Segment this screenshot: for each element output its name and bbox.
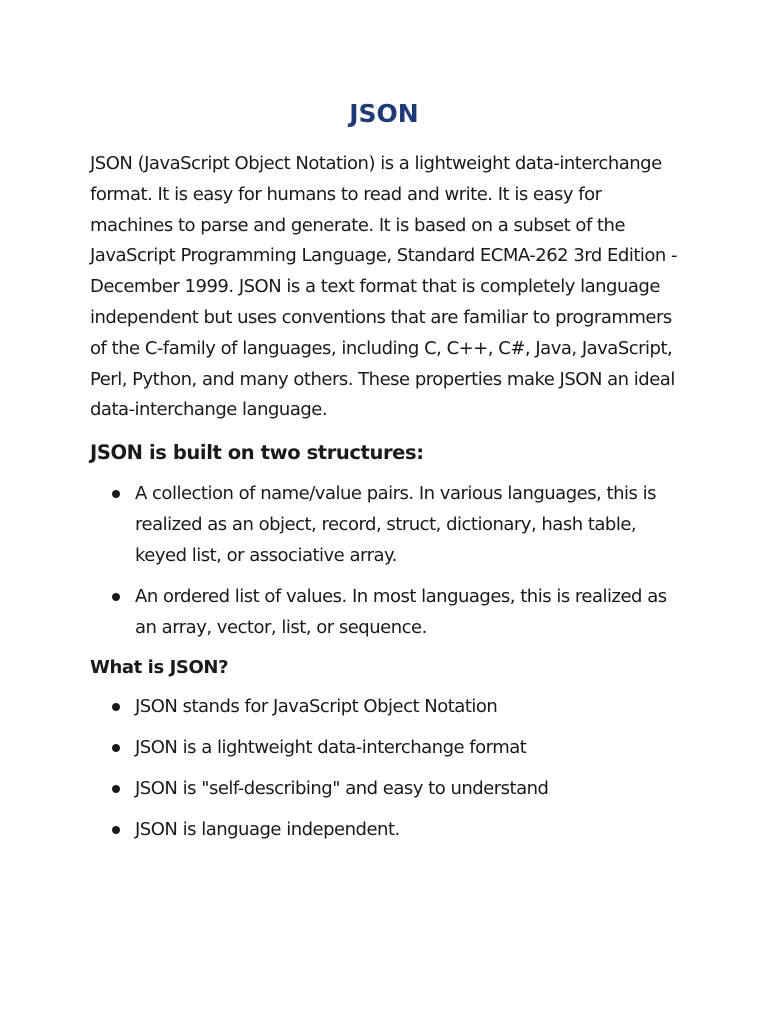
- list-item: [90, 581, 678, 643]
- bullet-icon: [112, 703, 120, 711]
- structures-heading: JSON is built on two structures:: [90, 441, 424, 465]
- structures-list: [90, 478, 678, 643]
- bullet-icon: [112, 744, 120, 752]
- bullet-icon: [112, 826, 120, 834]
- intro-paragraph: JSON (JavaScript Object Notation) is a lightweight data-interchange format. It is easy for humans to read and write. It is easy for machines to parse and generate. It is based on a subset of the JavaScript Programming Language, Standard ECMA-262 3rd Edition - December 1999. JSON is a text format that is completely language independent but uses conventions that are familiar to programmers of the C-family of languages, including C, C++, C#, Java, JavaScript, Perl, Python, and many others. These properties make JSON an ideal data-interchange language.: [90, 153, 678, 421]
- bullet-icon: [112, 593, 120, 601]
- bullet-icon: [112, 785, 120, 793]
- list-item-text: JSON is a lightweight data-interchange format: [135, 737, 527, 759]
- list-item: [90, 478, 678, 571]
- what-list: [90, 691, 678, 845]
- list-item-text: JSON is "self-describing" and easy to understand: [135, 778, 549, 800]
- what-heading: What is JSON?: [90, 657, 229, 679]
- document-title: JSON: [349, 99, 419, 128]
- bullet-icon: [112, 490, 120, 498]
- list-item-text: A collection of name/value pairs. In various languages, this is realized as an object, record, struct, dictionary, hash table, keyed list, or associative array.: [135, 483, 656, 567]
- list-item-text: JSON stands for JavaScript Object Notation: [135, 696, 498, 718]
- list-item-text: JSON is language independent.: [135, 819, 400, 841]
- list-item: [90, 732, 678, 763]
- list-item: [90, 814, 678, 845]
- list-item: [90, 691, 678, 722]
- list-item-text: An ordered list of values. In most languages, this is realized as an array, vector, list, or sequence.: [135, 586, 667, 639]
- list-item: [90, 773, 678, 804]
